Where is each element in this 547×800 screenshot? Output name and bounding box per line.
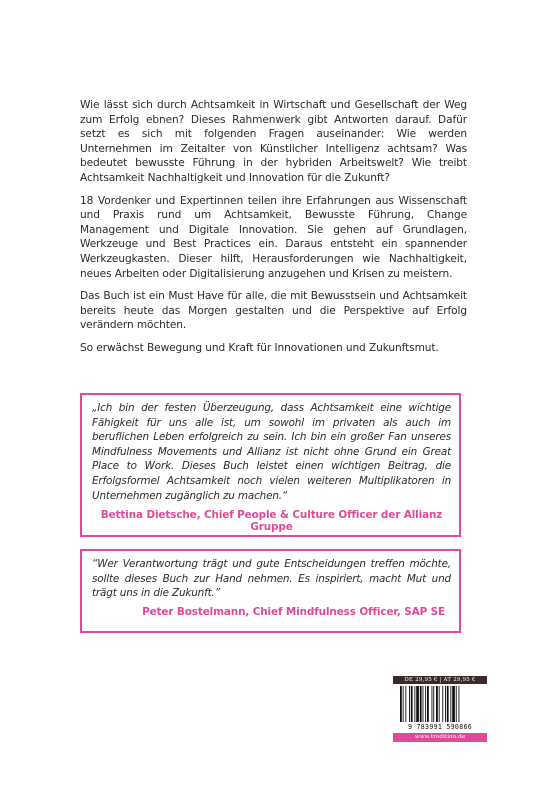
barcode-bar	[436, 686, 438, 722]
blurb-paragraph-2: 18 Vordenker und Expertinnen teilen ihre Erfahrungen aus Wissenschaft und Praxis rund um Achtsamkeit, Bewusste Führung, Change Management und Digitale Innovation. Sie gehen auf Grundlagen, Werkzeuge und Best Practices ein. Daraus entsteht ein spannender Werkzeugkasten. Dieser hilft, Herausforderungen wie Nachhaltigkeit, neues Arbeiten oder Digitalisierung anzugehen und Krisen zu meistern.	[80, 194, 467, 280]
barcode-bar	[427, 686, 429, 722]
barcode-bar	[423, 686, 424, 722]
testimonial-quote: „Ich bin der festen Überzeugung, dass Achtsamkeit eine wichtige Fähigkeit für uns alle ist, um sowohl im privaten als auch im beruflichen Leben erfolgreich zu sein. Ich bin ein großer Fan unseres Mindfulness Movements und Allianz ist nicht ohne Grund ein Great Place to Work. Dieses Buch leistet einen wichtigen Beitrag, die Erfolgsformel Achtsamkeit noch vielen weiteren Multiplikatoren in Unternehmen zugänglich zu machen.“	[92, 402, 451, 502]
blurb-paragraph-3: Das Buch ist ein Must Have für alle, die mit Bewusstsein und Achtsamkeit bereits heute das Morgen gestalten und die Perspektive auf Erfolg verändern möchten.	[80, 290, 467, 332]
testimonial-box-allianz	[80, 393, 461, 537]
blurb-text	[80, 98, 467, 364]
barcode-bar	[456, 686, 457, 722]
isbn-digits: 9 783991 590866	[407, 723, 473, 731]
barcode-bar	[452, 686, 455, 722]
barcode-bar	[447, 686, 449, 722]
isbn-barcode-block	[393, 676, 487, 742]
testimonial-author: Peter Bostelmann, Chief Mindfulness Officer, SAP SE	[142, 605, 445, 618]
barcode-bar	[432, 686, 433, 722]
barcode-bar	[409, 686, 410, 722]
barcode-bar	[450, 686, 451, 722]
barcode-bar	[433, 686, 434, 722]
barcode-bar	[403, 686, 404, 722]
barcode-bar	[442, 686, 443, 722]
barcode-bar	[459, 686, 460, 722]
barcode-bar	[425, 686, 426, 722]
barcode-bar	[445, 686, 446, 722]
publisher-url: www.tredition.de	[393, 733, 487, 742]
testimonial-author: Bettina Dietsche, Chief People & Culture Officer der Allianz Gruppe	[100, 509, 443, 534]
testimonial-box-sap	[80, 549, 461, 633]
barcode-bar	[405, 686, 406, 722]
barcode-bar	[416, 686, 419, 722]
barcode-bar	[439, 686, 440, 722]
testimonial-quote: “Wer Verantwortung trägt und gute Entscheidungen treffen möchte, sollte dieses Buch zur Hand nehmen. Es inspiriert, macht Mut und trägt uns in die Zukunft.”	[92, 558, 451, 600]
blurb-paragraph-1: Wie lässt sich durch Achtsamkeit in Wirtschaft und Gesellschaft der Weg zum Erfolg ebnen? Dieses Rahmenwerk gibt Antworten darauf. Dafür setzt es sich mit folgenden Fragen auseinander: Wie werden Unternehmen im Zeitalter von Künstlicher Intelligenz achtsam? Was bedeutet bewusste Führung in der hybriden Arbeitswelt? Wie treibt Achtsamkeit Nachhaltigkeit und Innovation für die Zukunft?	[80, 99, 467, 184]
barcode-bar	[420, 686, 422, 722]
blurb-paragraph-4: So erwächst Bewegung und Kraft für Innovationen und Zukunftsmut.	[80, 341, 439, 354]
barcode-bar	[411, 686, 413, 722]
barcode-image	[400, 686, 480, 722]
barcode-bar	[400, 686, 402, 722]
price-label: DE 29,95 € | AT 29,95 €	[393, 676, 487, 684]
barcode-bar	[414, 686, 415, 722]
